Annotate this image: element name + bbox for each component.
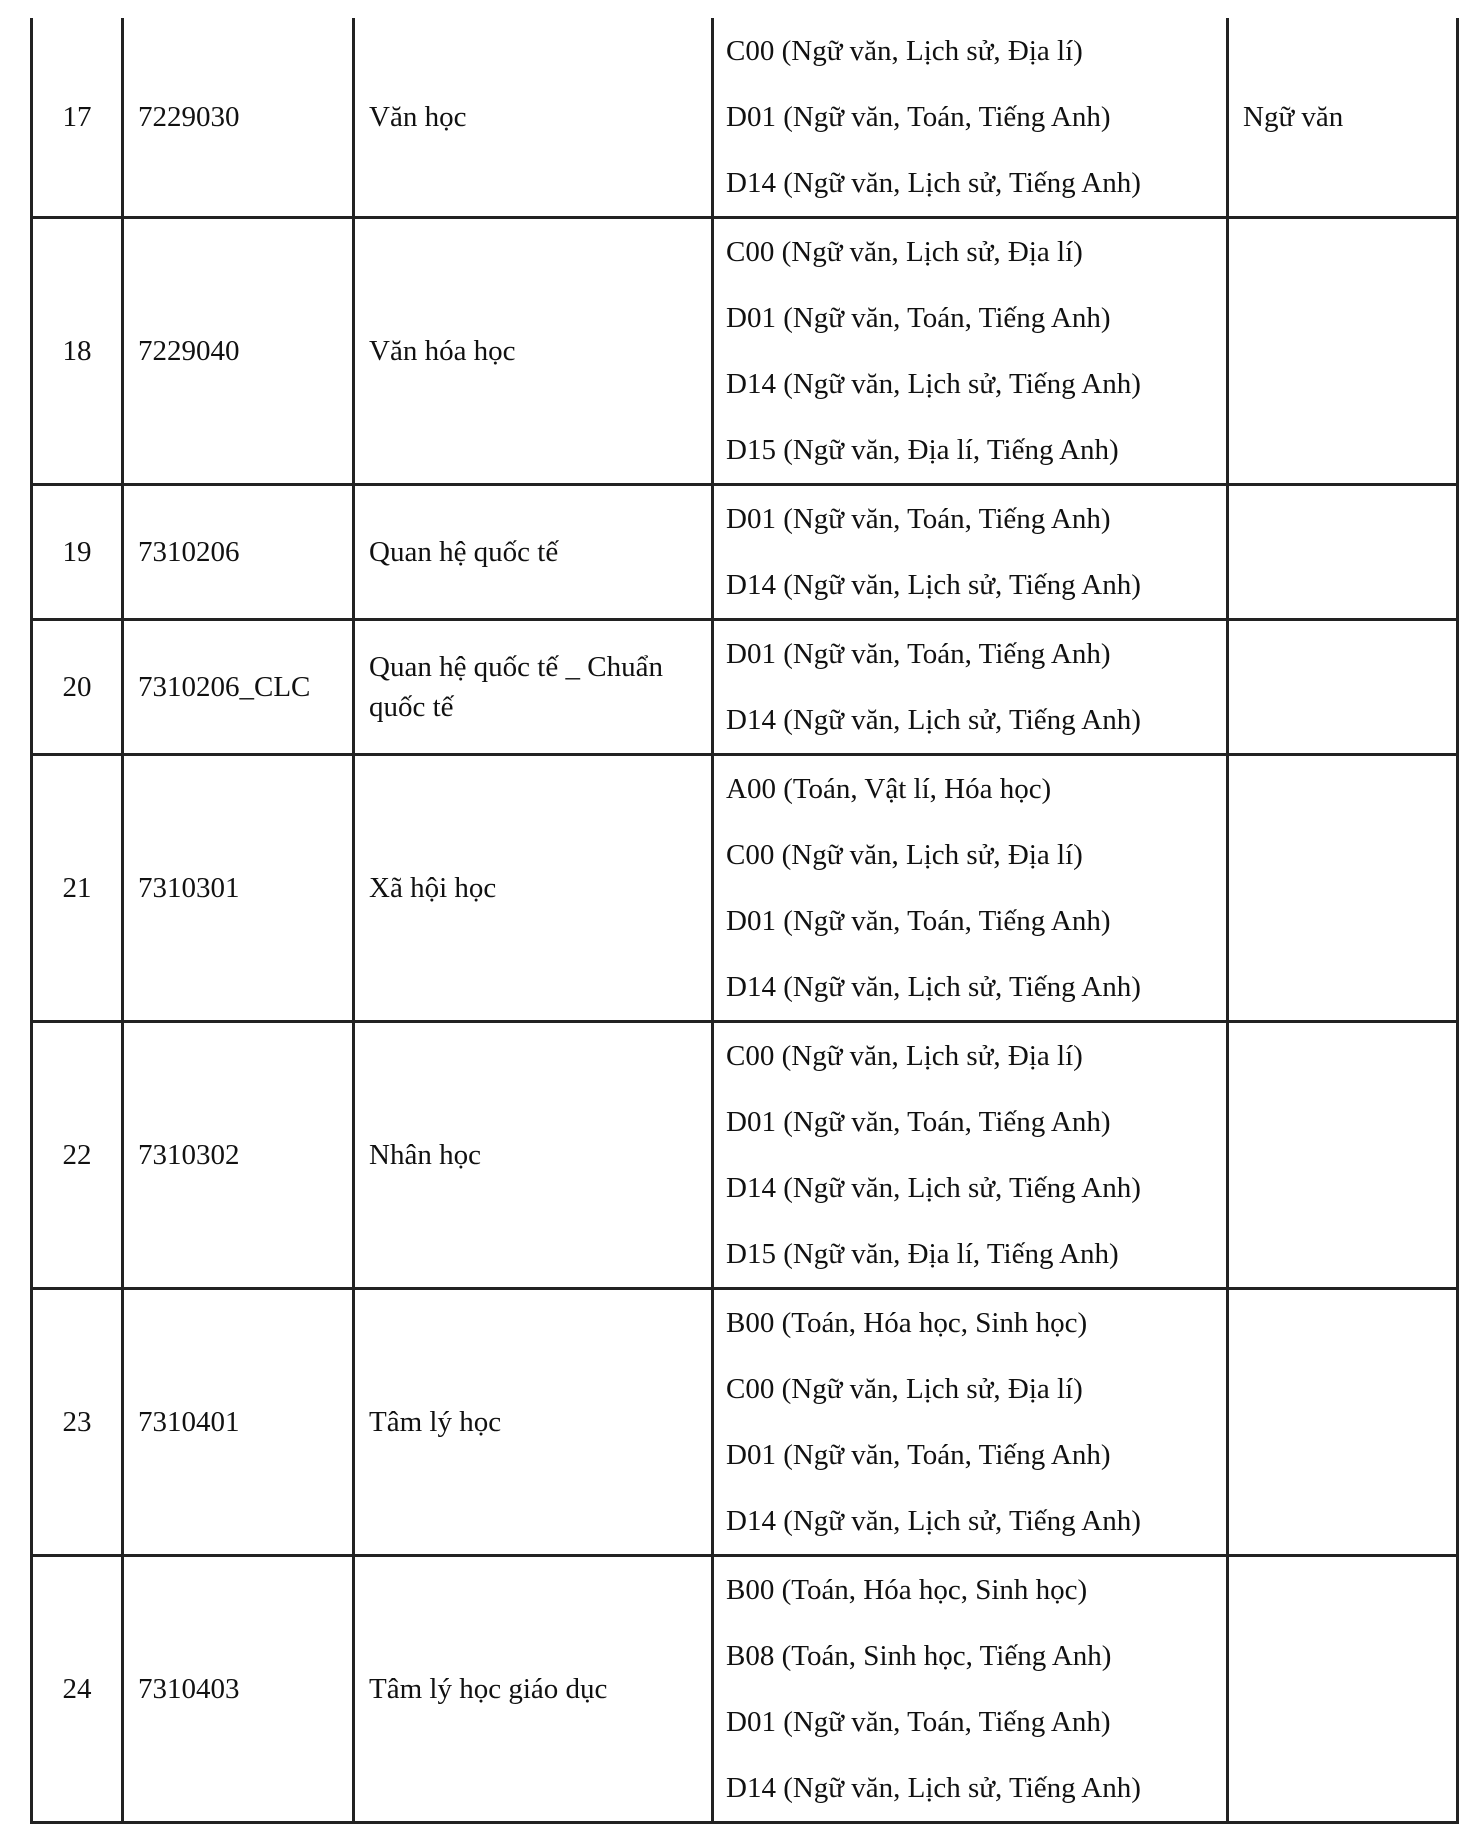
main-subject-cell <box>1228 755 1458 1022</box>
subject-combination: D14 (Ngữ văn, Lịch sử, Tiếng Anh) <box>726 1172 1141 1204</box>
subject-combinations-cell <box>713 620 1228 755</box>
main-subject-cell <box>1228 1289 1458 1556</box>
major-code-cell: 7310403 <box>123 1556 354 1823</box>
subject-combinations-cell <box>713 1022 1228 1289</box>
subject-combination: D01 (Ngữ văn, Toán, Tiếng Anh) <box>726 101 1111 133</box>
main-subject-cell <box>1228 218 1458 485</box>
subject-combination: D14 (Ngữ văn, Lịch sử, Tiếng Anh) <box>726 368 1141 400</box>
table-row <box>32 18 1458 218</box>
subject-combination: D15 (Ngữ văn, Địa lí, Tiếng Anh) <box>726 434 1119 466</box>
major-name-cell: Văn học <box>354 18 713 218</box>
row-number-cell: 17 <box>32 18 123 218</box>
subject-combination: C00 (Ngữ văn, Lịch sử, Địa lí) <box>726 1373 1083 1405</box>
major-name-cell: Nhân học <box>354 1022 713 1289</box>
major-code-cell: 7229040 <box>123 218 354 485</box>
row-number-cell: 22 <box>32 1022 123 1289</box>
table-body <box>32 18 1458 1823</box>
subject-combination: D01 (Ngữ văn, Toán, Tiếng Anh) <box>726 905 1111 937</box>
major-code-cell: 7310301 <box>123 755 354 1022</box>
subject-combinations-cell <box>713 485 1228 620</box>
major-name-cell: Văn hóa học <box>354 218 713 485</box>
major-name-cell: Quan hệ quốc tế _ Chuẩn quốc tế <box>354 620 713 755</box>
main-subject-cell <box>1228 1022 1458 1289</box>
row-number-cell: 23 <box>32 1289 123 1556</box>
subject-combination: D01 (Ngữ văn, Toán, Tiếng Anh) <box>726 1439 1111 1471</box>
major-name-cell: Quan hệ quốc tế <box>354 485 713 620</box>
subject-combination: B00 (Toán, Hóa học, Sinh học) <box>726 1307 1088 1339</box>
major-code-cell: 7310401 <box>123 1289 354 1556</box>
subject-combination: B00 (Toán, Hóa học, Sinh học) <box>726 1574 1088 1606</box>
subject-combination: D14 (Ngữ văn, Lịch sử, Tiếng Anh) <box>726 167 1141 199</box>
row-number-cell: 21 <box>32 755 123 1022</box>
subject-combination: D01 (Ngữ văn, Toán, Tiếng Anh) <box>726 1706 1111 1738</box>
subject-combination: C00 (Ngữ văn, Lịch sử, Địa lí) <box>726 1040 1083 1072</box>
main-subject-cell <box>1228 620 1458 755</box>
major-name-cell: Xã hội học <box>354 755 713 1022</box>
table-row <box>32 620 1458 755</box>
subject-combinations-cell <box>713 755 1228 1022</box>
table-row <box>32 485 1458 620</box>
major-code-cell: 7229030 <box>123 18 354 218</box>
subject-combination: D01 (Ngữ văn, Toán, Tiếng Anh) <box>726 1106 1111 1138</box>
row-number-cell: 20 <box>32 620 123 755</box>
major-name-cell: Tâm lý học giáo dục <box>354 1556 713 1823</box>
subject-combination: A00 (Toán, Vật lí, Hóa học) <box>726 773 1052 805</box>
row-number-cell: 18 <box>32 218 123 485</box>
main-subject-cell <box>1228 1556 1458 1823</box>
subject-combination: D14 (Ngữ văn, Lịch sử, Tiếng Anh) <box>726 1772 1141 1804</box>
subject-combinations-cell <box>713 1556 1228 1823</box>
subject-combination: C00 (Ngữ văn, Lịch sử, Địa lí) <box>726 839 1083 871</box>
subject-combination: C00 (Ngữ văn, Lịch sử, Địa lí) <box>726 35 1083 67</box>
row-number-cell: 24 <box>32 1556 123 1823</box>
table-row <box>32 755 1458 1022</box>
major-code-cell: 7310206 <box>123 485 354 620</box>
table-row <box>32 218 1458 485</box>
main-subject-cell: Ngữ văn <box>1228 18 1458 218</box>
subject-combination: D01 (Ngữ văn, Toán, Tiếng Anh) <box>726 503 1111 535</box>
row-number-cell: 19 <box>32 485 123 620</box>
subject-combination: D01 (Ngữ văn, Toán, Tiếng Anh) <box>726 638 1111 670</box>
subject-combination: B08 (Toán, Sinh học, Tiếng Anh) <box>726 1640 1112 1672</box>
subject-combination: D14 (Ngữ văn, Lịch sử, Tiếng Anh) <box>726 569 1141 601</box>
subject-combinations-cell <box>713 18 1228 218</box>
table-row <box>32 1022 1458 1289</box>
subject-combination: D14 (Ngữ văn, Lịch sử, Tiếng Anh) <box>726 704 1141 736</box>
subject-combination: D01 (Ngữ văn, Toán, Tiếng Anh) <box>726 302 1111 334</box>
major-code-cell: 7310302 <box>123 1022 354 1289</box>
subject-combination: D14 (Ngữ văn, Lịch sử, Tiếng Anh) <box>726 1505 1141 1537</box>
admission-table <box>30 18 1459 1824</box>
subject-combinations-cell <box>713 218 1228 485</box>
table-row <box>32 1556 1458 1823</box>
subject-combination: D14 (Ngữ văn, Lịch sử, Tiếng Anh) <box>726 971 1141 1003</box>
subject-combination: D15 (Ngữ văn, Địa lí, Tiếng Anh) <box>726 1238 1119 1270</box>
major-name-cell: Tâm lý học <box>354 1289 713 1556</box>
table-row <box>32 1289 1458 1556</box>
subject-combination: C00 (Ngữ văn, Lịch sử, Địa lí) <box>726 236 1083 268</box>
main-subject-cell <box>1228 485 1458 620</box>
subject-combinations-cell <box>713 1289 1228 1556</box>
major-code-cell: 7310206_CLC <box>123 620 354 755</box>
